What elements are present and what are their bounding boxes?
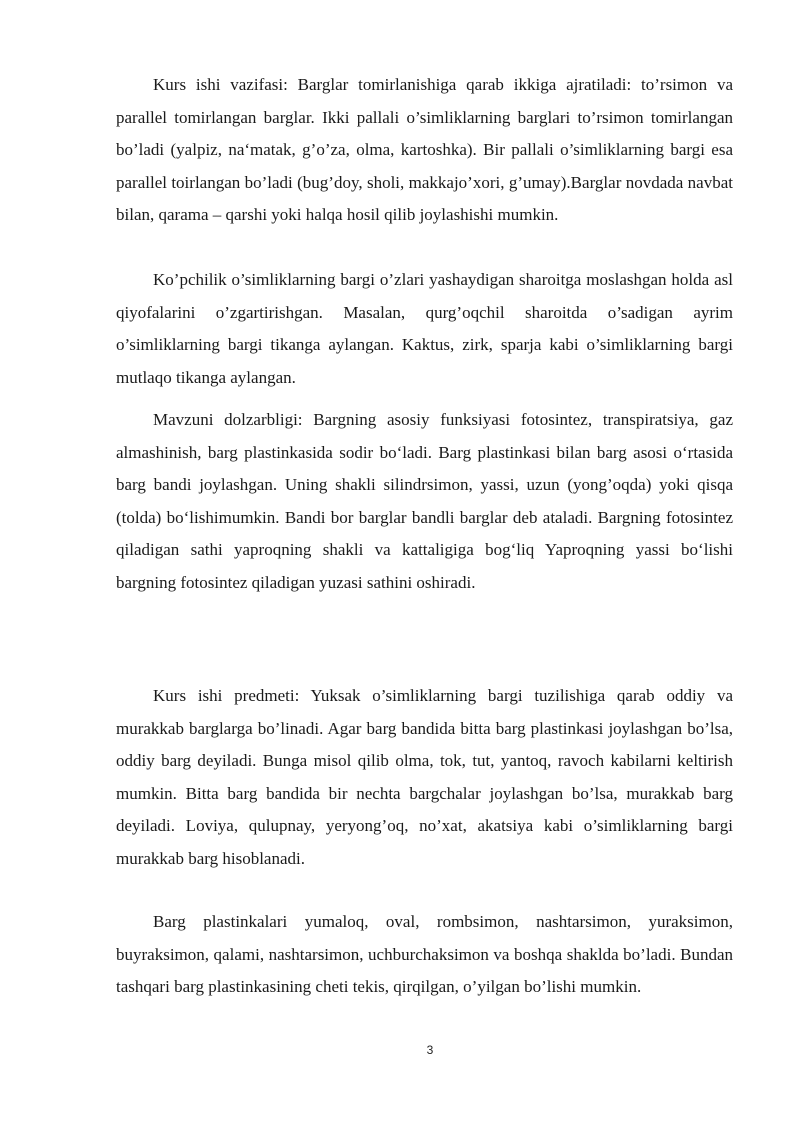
page-number: 3: [426, 1043, 434, 1057]
paragraph-text: Ko’pchilik o’simliklarning bargi o’zlari yashaydigan sharoitga moslashgan holda asl qiyofalarini o’zgartirishgan. Masalan, qurg’oqchil sharoitda o’sadigan ayrim o’simliklarning bargi tikanga aylangan. Kaktus, zirk, sparja kabi o’simliklarning bargi mutlaqo tikanga aylangan.: [116, 270, 733, 387]
paragraph-topic-relevance: [116, 404, 733, 599]
paragraph-leaf-shapes: [116, 906, 733, 1004]
paragraph-text: Kurs ishi predmeti: Yuksak o’simliklarning bargi tuzilishiga qarab oddiy va murakkab barglarga bo’linadi. Agar barg bandida bitta barg plastinkasi joylashgan bo’lsa, oddiy barg deyiladi. Bunga misol qilib olma, tok, tut, yantoq, ravoch kabilarni keltirish mumkin. Bitta barg bandida bir nechta bargchalar joylashgan bo’lsa, murakkab barg deyiladi. Loviya, qulupnay, yeryong’oq, no’xat, akatsiya kabi o’simliklarning bargi murakkab barg hisoblanadi.: [116, 686, 733, 868]
paragraph-text: Kurs ishi vazifasi: Barglar tomirlanishiga qarab ikkiga ajratiladi: to’rsimon va parallel tomirlangan barglar. Ikki pallali o’simliklarning barglari to’rsimon tomirlangan bo’ladi (yalpiz, na‘matak, g’o’za, olma, kartoshka). Bir pallali o’simliklarning bargi esa parallel toirlangan bo’ladi (bug’doy, sholi, makkajo’xori, g’umay).Barglar novdada navbat bilan, qarama – qarshi yoki halqa hosil qilib joylashishi mumkin.: [116, 75, 733, 224]
paragraph-text: Mavzuni dolzarbligi: Bargning asosiy funksiyasi fotosintez, transpiratsiya, gaz almashinish, barg plastinkasida sodir bo‘ladi. Barg plastinkasi bilan barg asosi o‘rtasida barg bandi joylashgan. Uning shakli silindrsimon, yassi, uzun (yong’oqda) yoki qisqa (tolda) bo‘lishimumkin. Bandi bor barglar bandli barglar deb ataladi. Bargning fotosintez qiladigan sathi yaproqning shakli va kattaligiga bog‘liq Yaproqning yassi bo‘lishi bargning fotosintez qiladigan yuzasi sathini oshiradi.: [116, 410, 733, 592]
paragraph-text: Barg plastinkalari yumaloq, oval, rombsimon, nashtarsimon, yuraksimon, buyraksimon, qalami, nashtarsimon, uchburchaksimon va boshqa shaklda bo’ladi. Bundan tashqari barg plastinkasining cheti tekis, qirqilgan, o’yilgan bo’lishi mumkin.: [116, 912, 733, 996]
paragraph-course-subject: [116, 680, 733, 875]
paragraph-course-task: [116, 69, 733, 232]
paragraph-leaf-adaptation: [116, 264, 733, 394]
